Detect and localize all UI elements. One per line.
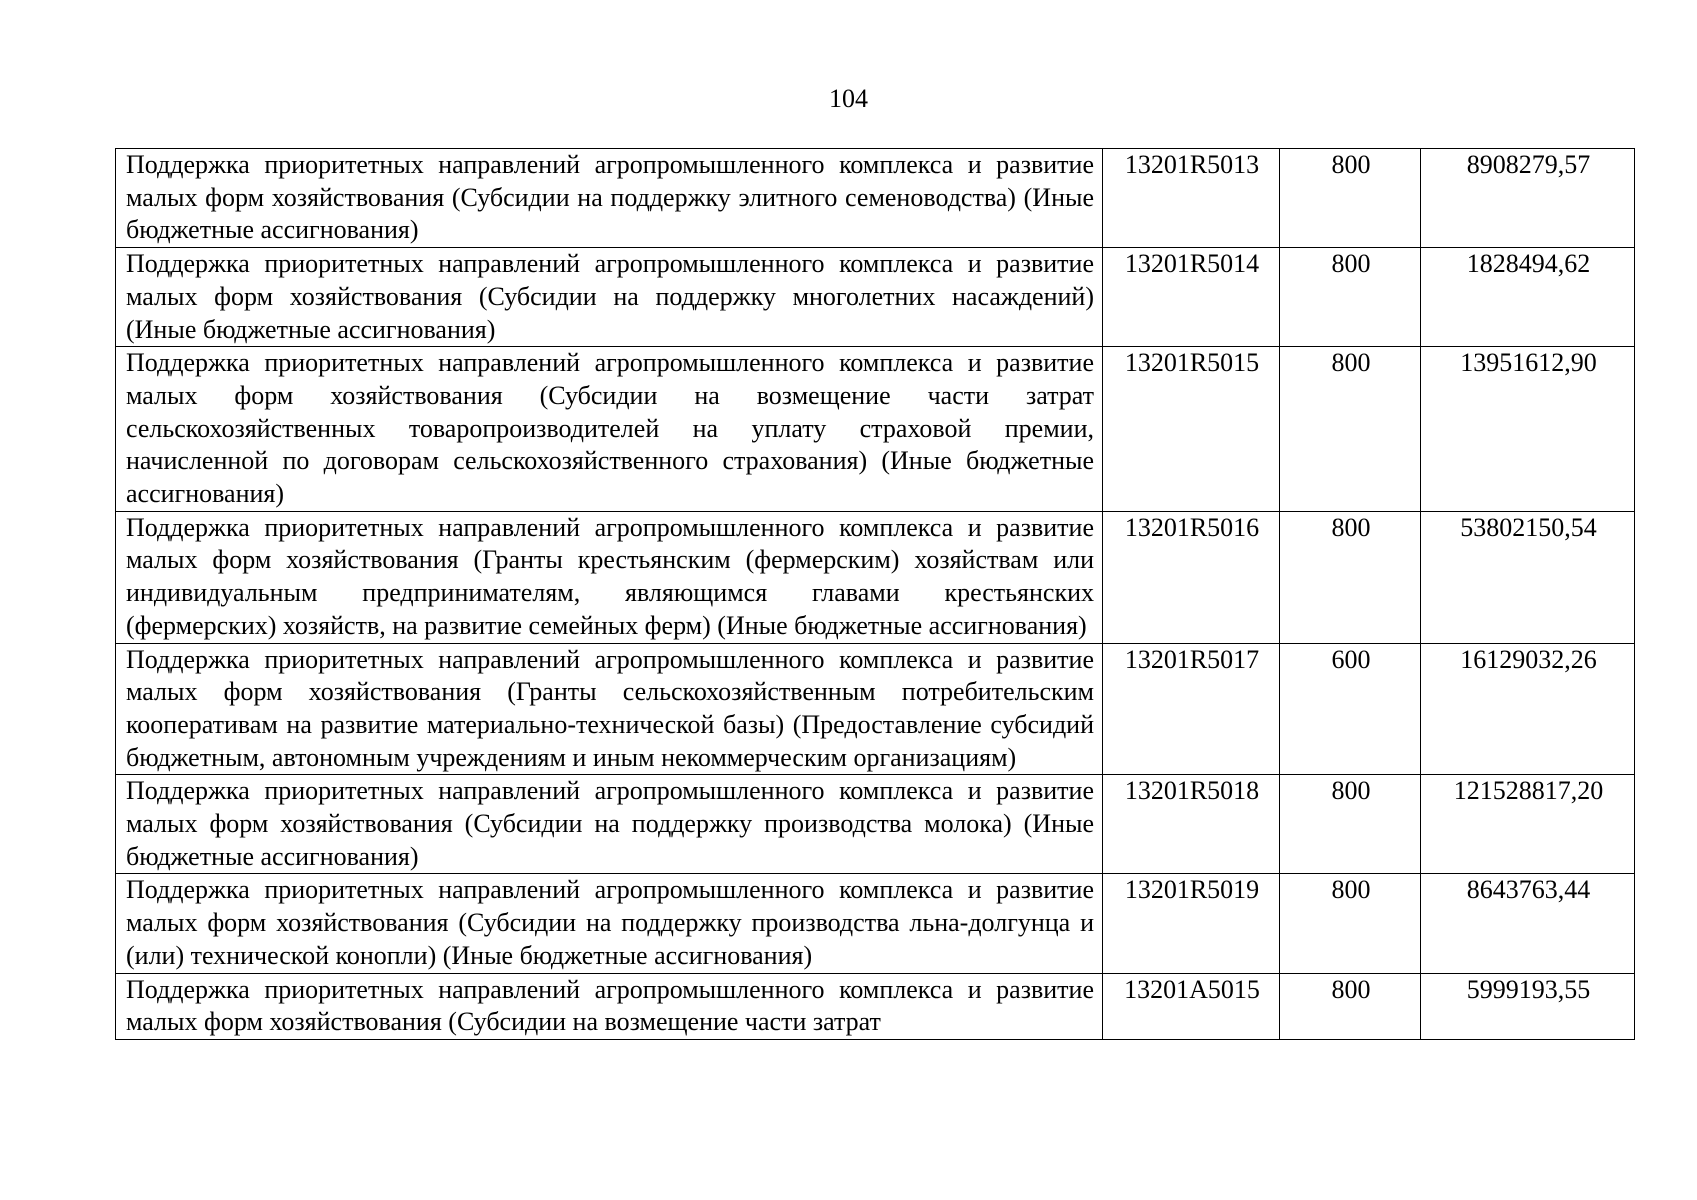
row-description: Поддержка приоритетных направлений агропромышленного комплекса и развитие малых форм хозяйствования (Субсидии на возмещение части затрат [116, 973, 1103, 1039]
row-expense-kind: 800 [1280, 248, 1421, 347]
page-number: 104 [829, 84, 868, 113]
row-target-code: 13201R5019 [1103, 874, 1280, 973]
row-expense-kind: 800 [1280, 775, 1421, 874]
table-row [116, 874, 1635, 973]
table-row [116, 775, 1635, 874]
row-expense-kind: 600 [1280, 643, 1421, 775]
row-target-code: 13201R5016 [1103, 511, 1280, 643]
row-target-code: 13201R5014 [1103, 248, 1280, 347]
row-description: Поддержка приоритетных направлений агропромышленного комплекса и развитие малых форм хозяйствования (Субсидии на поддержку производства льна-долгунца и (или) технической конопли) (Иные бюджетные ассигнования) [116, 874, 1103, 973]
table-row [116, 248, 1635, 347]
row-expense-kind: 800 [1280, 973, 1421, 1039]
row-target-code: 13201R5017 [1103, 643, 1280, 775]
row-amount: 8908279,57 [1421, 149, 1635, 248]
row-description: Поддержка приоритетных направлений агропромышленного комплекса и развитие малых форм хозяйствования (Субсидии на поддержку многолетних насаждений) (Иные бюджетные ассигнования) [116, 248, 1103, 347]
budget-table [115, 148, 1635, 1040]
row-target-code: 13201R5013 [1103, 149, 1280, 248]
table-row [116, 643, 1635, 775]
row-expense-kind: 800 [1280, 149, 1421, 248]
row-description: Поддержка приоритетных направлений агропромышленного комплекса и развитие малых форм хозяйствования (Гранты сельскохозяйственным потребительским кооперативам на развитие материально-технической базы) (Предоставление субсидий бюджетным, автономным учреждениям и иным некоммерческим организациям) [116, 643, 1103, 775]
row-target-code: 13201A5015 [1103, 973, 1280, 1039]
row-amount: 121528817,20 [1421, 775, 1635, 874]
row-target-code: 13201R5015 [1103, 347, 1280, 512]
row-amount: 16129032,26 [1421, 643, 1635, 775]
row-amount: 1828494,62 [1421, 248, 1635, 347]
row-description: Поддержка приоритетных направлений агропромышленного комплекса и развитие малых форм хозяйствования (Субсидии на поддержку производства молока) (Иные бюджетные ассигнования) [116, 775, 1103, 874]
row-expense-kind: 800 [1280, 874, 1421, 973]
table-row [116, 973, 1635, 1039]
row-target-code: 13201R5018 [1103, 775, 1280, 874]
row-description: Поддержка приоритетных направлений агропромышленного комплекса и развитие малых форм хозяйствования (Субсидии на возмещение части затрат сельскохозяйственных товаропроизводителей на уплату страховой премии, начисленной по договорам сельскохозяйственного страхования) (Иные бюджетные ассигнования) [116, 347, 1103, 512]
row-amount: 53802150,54 [1421, 511, 1635, 643]
row-expense-kind: 800 [1280, 347, 1421, 512]
row-amount: 5999193,55 [1421, 973, 1635, 1039]
table-row [116, 149, 1635, 248]
row-description: Поддержка приоритетных направлений агропромышленного комплекса и развитие малых форм хозяйствования (Гранты крестьянским (фермерским) хозяйствам или индивидуальным предпринимателям, являющимся главами крестьянских (фермерских) хозяйств, на развитие семейных ферм) (Иные бюджетные ассигнования) [116, 511, 1103, 643]
table-row [116, 511, 1635, 643]
row-expense-kind: 800 [1280, 511, 1421, 643]
table-row [116, 347, 1635, 512]
row-amount: 13951612,90 [1421, 347, 1635, 512]
row-description: Поддержка приоритетных направлений агропромышленного комплекса и развитие малых форм хозяйствования (Субсидии на поддержку элитного семеноводства) (Иные бюджетные ассигнования) [116, 149, 1103, 248]
row-amount: 8643763,44 [1421, 874, 1635, 973]
